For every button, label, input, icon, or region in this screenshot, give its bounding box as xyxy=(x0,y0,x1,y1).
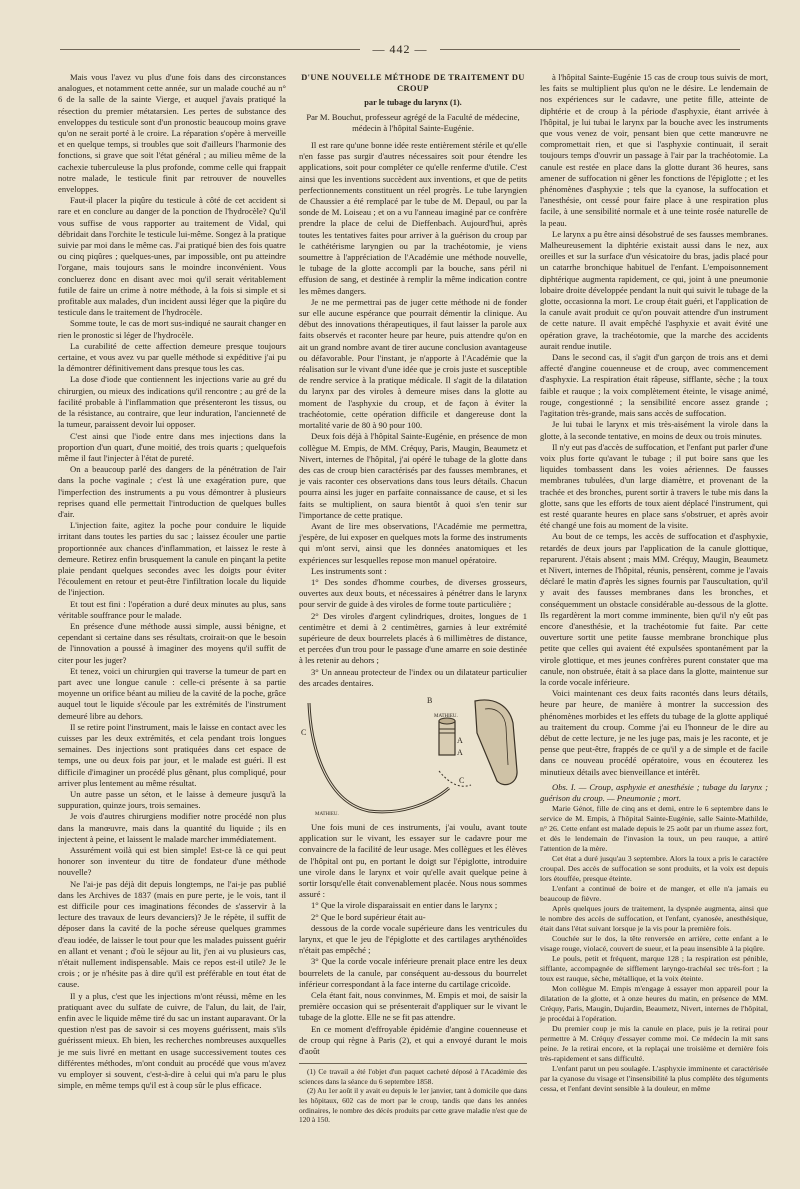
paragraph: Une fois muni de ces instruments, j'ai voulu, avant toute application sur le vivant, les essayer sur le cadavre pour me convaincre de la facilité de leur usage. Mes collègues et les élèves de l'hôpital ont pu, en portant le doigt sur l'épiglotte, introduire une virole dans le larynx et voir qu'elle avait quelque peine à sortir lorsqu'elle était convenablement placée. Nous nous sommes assuré : xyxy=(299,821,527,900)
paragraph: Il y a plus, c'est que les injections m'ont réussi, même en les pratiquant avec du sulfate de cuivre, de l'alun, du lait, de l'air, enfin avec le liquide même tiré du sac un instant auparavant. Or la question n'est pas de savoir si ces moyens guérissent, mais s'ils guérissent mieux. Eh bien, les recherches nombreuses auxquelles je me suis livré en mettant en usage successivement toutes ces différentes méthodes, m'ont conduit au procédé que vous m'avez vu employer si souvent, c'est-à-dire à celui qui m'a paru le plus simple, en même temps qu'il est à coup sûr le plus efficace. xyxy=(58,990,286,1091)
paragraph: Les instruments sont : xyxy=(311,565,387,576)
column-1 xyxy=(58,72,286,1091)
paragraph: à l'hôpital Sainte-Eugénie 15 cas de croup tous suivis de mort, les faits se multiplient plus qu'on ne le désire. Le lendemain de nos expériences sur le cadavre, une petite fille, atteinte de diphtérie et de croup à la période d'asphyxie, étant arrivée à l'hôpital, je lui tubai le larynx par la bouche avec les instruments que vous venez de voir, pensant bien que cette manœuvre ne compromettait rien, et que si l'asphyxie continuait, il serait toujours temps d'ouvrir un passage à l'air par la trachéotomie. La canule est restée en place dans la glotte durant 36 heures, sans amener de suffocation ni gêner les fonctions de l'épiglotte ; et les phénomènes d'asphyxie ; tels que la cyanose, la suffocation et l'anesthésie, ont cessé pour faire place à une respiration plus facile, à une sensibilité normale et à une teinte rosée naturelle de la peau. xyxy=(540,72,768,228)
figure-label: C xyxy=(301,727,307,737)
paragraph: Marie Génot, fille de cinq ans et demi, entre le 6 septembre dans le service de M. Empis, à l'hôpital Sainte-Eugénie, salle Sainte-Mathilde, n° 26. Cette enfant est malade depuis le 25 août par un rhume assez fort, et dès le lendemain de l'invasion la toux, un peu rauque, a attiré l'attention de la mère. xyxy=(540,804,768,854)
page-number: — 442 — xyxy=(372,42,428,56)
paragraph: Je lui tubai le larynx et mis très-aisément la virole dans la glotte, à la seconde tentative, en moins de deux ou trois minutes. xyxy=(540,419,768,441)
paragraph: Mon collègue M. Empis m'engage à essayer mon appareil pour la dilatation de la glotte, et à onze heures du matin, en présence de MM. Créquy, Paris, Maugin, Dujardin, Beaumetz, Nivert, internes de l'hôpital, je procédai à l'opération. xyxy=(540,984,768,1024)
figure-label: A xyxy=(457,735,463,745)
paragraph: Je vois d'autres chirurgiens modifier notre procédé non plus dans la manœuvre, mais dans la quantité du liquide ; ils en injectent à peine, et laissent le malade marcher immédiatement. xyxy=(58,811,286,844)
article-subtitle: par le tubage du larynx (1). xyxy=(364,98,462,108)
figure-label: B xyxy=(427,695,433,705)
paragraph: 2° Que le bord supérieur était au- xyxy=(311,911,426,922)
paragraph: C'est ainsi que l'iode entre dans mes injections dans la proportion d'un quart, d'une moitié, des trois quarts ; quelquefois même il faut l'injecter à l'état de pureté. xyxy=(58,430,286,463)
paragraph: Ne l'ai-je pas déjà dit depuis longtemps, ne l'ai-je pas publié dans les Archives de 1837 (mais en pure perte, je le vois, tant il est difficile pour ces imaginations fécondes de s'asservir à la lecture des travaux de leurs devanciers)? Je le répète, il suffit de déposer dans la cavité de la poche séreuse quelques grammes d'eau iodée, de laisser le tout pour que les malades puissent guérir en allant et venant ; d'où le séjour au lit, j'en ai vu plusieurs cas, n'était nullement indispensable. Mais ce repos est-il utile? Je le crois ; or je n'hésite pas à dire qu'il est préférable en tout état de cause. xyxy=(58,878,286,990)
paragraph: 1° Que la virole disparaissait en entier dans le larynx ; xyxy=(311,900,498,911)
paragraph: Cela étant fait, nous convinmes, M. Empis et moi, de saisir la première occasion qui se présenterait d'appliquer sur le vivant le tubage de la glotte. Elle ne se fit pas attendre. xyxy=(299,990,527,1023)
paragraph: Il est rare qu'une bonne idée reste entièrement stérile et qu'elle n'en fasse pas surgir d'autres nécessaires soit pour étendre les applications, soit pour compléter ce qu'elle renferme d'utile. C'est ainsi que les inventions succèdent aux inventions, et que de petits perfectionnements constituent un réel progrès. Le tube laryngien de Chaussier a été remplacé par le tube de M. Depaul, ou par la sonde de M. Loiseau ; et on a vu l'anneau imaginé par ce confrère prendre la place de celui de Dieffenbach. Aujourd'hui, après toutes les tentatives faites pour arriver à la guérison du croup par le cathétérisme laryngien ou par la trachéotomie, je viens soumettre à l'appréciation de l'Académie une méthode nouvelle, le tubage de la glotte accompli par la bouche, sans péril ni effusion de sang, et destinée à remplir la même indication contre les mêmes dangers. xyxy=(299,140,527,296)
col3-body xyxy=(540,72,768,778)
paragraph: Et tenez, voici un chirurgien qui traverse la tumeur de part en part avec une longue canule : celle-ci présente à sa partie moyenne un orifice béant au milieu de la cavité de la poche, grâce auquel tout le liquide s'écoule par les extrémités de l'instrument demeuré libre au dehors. xyxy=(58,665,286,721)
instruments-figure xyxy=(299,693,527,818)
article-byline: Par M. Bouchut, professeur agrégé de la Faculté de médecine, médecin à l'hôpital Sainte-Eugénie. xyxy=(306,111,520,133)
instruments-illustration xyxy=(299,693,527,818)
paragraph: 1° Des sondes d'homme courbes, de diverses grosseurs, ouvertes aux deux bouts, et nécessaires à pénétrer dans le larynx pour servir de guide à des viroles de forme toute particulière ; xyxy=(299,576,527,610)
column-2 xyxy=(299,72,527,1125)
curved-sonde xyxy=(309,703,449,812)
paragraph: En présence d'une méthode aussi simple, aussi bénigne, et cependant si certaine dans ses résultats, croirait-on que le besoin de l'innovation a poussé à imaginer des moyens qu'il suffit de citer pour les juger? xyxy=(58,620,286,665)
figure-signature: MATHIEU. xyxy=(434,713,458,719)
observation-title: Obs. I. — Croup, asphyxie et anesthésie ; tubage du larynx ; guérison du croup. — Pneumonie ; mort. xyxy=(540,781,768,803)
paragraph: Cet état a duré jusqu'au 3 septembre. Alors la toux a pris le caractère croupal. Des accès de suffocation se sont produits, et la voix est depuis lors étouffée, presque éteinte. xyxy=(540,854,768,884)
column-3 xyxy=(540,72,768,1094)
col2-body-before xyxy=(299,140,527,689)
paragraph: Il se retire point l'instrument, mais le laisse en contact avec les cuisses par les deux extrémités, et cela pendant trois longues semaines. Des injections sont pratiquées dans cet espace de temps, une ou deux fois par jour, et le malade est guéri. Il est difficile d'imaginer un procédé plus gênant, plus compliqué, pour arriver plus lentement au même résultat. xyxy=(58,721,286,788)
col2-body-float xyxy=(299,822,527,923)
paragraph: Je ne me permettrai pas de juger cette méthode ni de fonder sur elle aucune espérance que pourrait démentir la clinique. Au début des innovations thérapeutiques, il faut laisser la parole aux faits observés et raconter heure par heure, puis attendre qu'on en ait un grand nombre avant de tirer aucune conclusion avantageuse ou défavorable. Pour l'instant, je n'apporte à l'Académie que la réalisation sur le vivant d'une idée que je crois juste et susceptible de rendre service à la pratique médicale. Il s'agit de la dilatation du larynx par des viroles à demeure mises dans la glotte au moment de l'asphyxie du croup, et de façon à éviter la trachéotomie, cette opération difficile et dangereuse dont la mortalité varie de 80 à 90 pour 100. xyxy=(299,296,527,431)
paragraph: 2° Des viroles d'argent cylindriques, droites, longues de 1 centimètre et demi à 2 centimètres, garnies à leur extrémité supérieure de deux bourrelets placés à 6 millimètres de distance, et percées d'un trou pour le passage d'une amarre en soie destinée à les retenir au dehors ; xyxy=(299,610,527,666)
paragraph: L'enfant parut un peu soulagée. L'asphyxie imminente et caractérisée par la cyanose du visage et l'insensibilité la plus complète des téguments cessa, et l'enfant devint sensible à la douleur, en même xyxy=(540,1064,768,1094)
paragraph: Avant de lire mes observations, l'Académie me permettra, j'espère, de lui exposer en quelques mots la forme des instruments qui m'ont servi, ainsi que les données anatomiques et les expériences sur lesquelles repose mon manuel opératoire. xyxy=(299,520,527,565)
paragraph: Deux fois déjà à l'hôpital Sainte-Eugénie, en présence de mon collègue M. Empis, de MM. Créquy, Paris, Maugin, Beaumetz et Nivert, internes de l'hôpital, j'ai opéré le tubage de la glotte dans des cas de croup bien caractérisés par des fausses membranes, et je vais raconter ces observations dans tous leurs détails. Chacun pourra ainsi les juger en parfaite connaissance de cause, et si les faits se multiplient, on saura bientôt à quoi s'en tenir sur l'importance de cette pratique. xyxy=(299,431,527,520)
figure-label: A xyxy=(457,747,463,757)
paragraph: L'enfant a continué de boire et de manger, et elle n'a jamais eu beaucoup de fièvre. xyxy=(540,884,768,904)
observation-block xyxy=(540,782,768,1094)
paragraph: Assurément voilà qui est bien simple! Est-ce là ce qui peut honorer son inventeur du titre de fondateur d'une méthode nouvelle? xyxy=(58,845,286,878)
paragraph: Somme toute, le cas de mort sus-indiqué ne saurait changer en rien le pronostic si léger de l'hydrocèle. xyxy=(58,318,286,340)
dilatator-ring xyxy=(475,700,517,785)
paragraph: En ce moment d'effroyable épidémie d'angine couenneuse et de croup qui règne à Paris (2), et qui a envoyé durant le mois d'août xyxy=(299,1023,527,1057)
paragraph: 3° Que la corde vocale inférieure prenait place entre les deux bourrelets de la canule, par conséquent au-dessous du bourrelet inférieur correspondant à la face interne du cartilage cricoïde. xyxy=(299,956,527,989)
paragraph: Couchée sur le dos, la tête renversée en arrière, cette enfant a le visage rouge, violacé, couvert de sueur, et la peau insensible à la piqûre. xyxy=(540,934,768,954)
paragraph: Le pouls, petit et fréquent, marque 128 ; la respiration est pénible, sifflante, accompagnée de sifflement laryngo-trachéal sec très-fort ; la toux est rauque, sèche, métallique, et la voix éteinte. xyxy=(540,954,768,984)
paragraph: Après quelques jours de traitement, la dyspnée augmenta, ainsi que le nombre des accès de suffocation, et l'enfant, cyanosée, anesthésique, était dans l'état suivant lorsque je la vis pour la première fois. xyxy=(540,904,768,934)
paragraph: La curabilité de cette affection demeure presque toujours certaine, et vous avez vu par quelle méthode si expéditive j'ai pu la démontrer définitivement dans presque tous les cas. xyxy=(58,340,286,374)
col2-body-after xyxy=(299,923,527,1057)
figure-label: C xyxy=(459,775,465,785)
footnotes xyxy=(299,1063,527,1125)
paragraph: Dans le second cas, il s'agit d'un garçon de trois ans et demi affecté d'angine couenneuse et de croup, avec commencement d'asphyxie. La respiration était râpeuse, sifflante, sèche ; la toux faible et rauque ; la voix complètement éteinte, le visage animé, rouge, congestionné ; la sensibilité encore assez grande ; l'agitation très-grande, mais sans accès de suffocation. xyxy=(540,352,768,419)
paragraph: Le larynx a pu être ainsi désobstrué de ses fausses membranes. Malheureusement la diphtérie existait aussi dans le nez, aux oreilles et sur la surface d'un vésicatoire du bras, jadis placé pour un catarrhe bronchique habituel de l'enfant. L'empoisonnement diphtérique augmenta rapidement, ce qui, joint à une pneumonie lobaire droite développée pendant la nuit qui suivit le tubage de la glotte, occasionna la mort. Le croup était guéri, et l'application de la canule avait produit ce qu'on pouvait attendre d'un instrument de cette nature. Il avait empêché l'asphyxie et avait évité une opération grave, la trachéotomie, que la marche des accidents aurait rendue inutile. xyxy=(540,228,768,351)
paragraph: dessous de la corde vocale supérieure dans les ventricules du larynx, et que le jeu de l'épiglotte et des cartilages arythénoïdes n'était pas empêché ; xyxy=(299,922,527,956)
figure-signature: MATHIEU. xyxy=(315,811,339,817)
paragraph: On a beaucoup parlé des dangers de la pénétration de l'air dans la poche vaginale ; c'est là une exagération pure, que l'imperfection des instruments a pu vous démontrer à plusieurs reprises quand elle permettait l'introduction de quelques bulles d'air. xyxy=(58,464,286,519)
paragraph: Un autre passe un séton, et le laisse à demeure jusqu'à la suppuration, quinze jours, trois semaines. xyxy=(58,789,286,811)
paragraph: Du premier coup je mis la canule en place, puis je la retirai pour permettre à M. Créquy d'essayer comme moi. Ce médecin la mit sans peine. Je la retirai encore, et la replaçai une troisième et dernière fois très-rapidement et sans difficulté. xyxy=(540,1024,768,1064)
paragraph: L'injection faite, agitez la poche pour conduire le liquide irritant dans toutes les parties du sac ; laissez écouler une partie proportionnée aux chances d'inflammation, et laissez le reste à demeure. Retirez enfin brusquement la canule en pinçant la petite plaie pendant quelques secondes avec les doigts pour éviter l'écoulement en retour et peut-être l'infiltration locale du liquide de l'injection. xyxy=(58,520,286,598)
paragraph: Mais vous l'avez vu plus d'une fois dans des circonstances analogues, et notamment cette année, sur un malade couché au n° 6 de la salle de la sainte Vierge, et auquel j'avais pratiqué la résection du premier métatarsien. Les pertes de substance des enveloppes du testicule sont d'un pronostic beaucoup moins grave qu'on ne serait porté à le croire. La réparation s'opère à merveille et en quelque temps, si troubles que soit d'ailleurs l'harmonie des fonctions, si grave que soit l'état général ; au milieu même de la cachexie tuberculeuse la plus profonde, comme celle qui frappait notre malade, le testicule finit par retrouver de nouvelles enveloppes. xyxy=(58,72,286,195)
paragraph: Voici maintenant ces deux faits racontés dans leurs détails, heure par heure, de manière à montrer la succession des phénomènes morbides et les effets du tubage de la glotte appliqué au traitement du croup. Comme j'ai eu l'honneur de le dire au début de cette lecture, je ne les juge pas, mais je les raconte, et je pense que peut-être, frappés de ce qu'il y a de simple et de facile dans ce nouveau procédé opératoire, vous en écouterez les minutieux détails avec bienveillance et intérêt. xyxy=(540,688,768,777)
virole xyxy=(439,721,455,755)
page-header xyxy=(60,42,740,56)
header-rule-right xyxy=(440,49,740,50)
article-title: D'UNE NOUVELLE MÉTHODE DE TRAITEMENT DU CROUP xyxy=(301,73,525,94)
header-rule-left xyxy=(60,49,360,50)
paragraph: Au bout de ce temps, les accès de suffocation et d'asphyxie, retardés de deux jours par l'application de la canule glottique, reparurent. J'étais absent ; mais MM. Créquy, Maugin, Beaumetz et Nivert, internes de l'hôpital, réunis, pensèrent, comme je l'avais déclaré le matin d'après les signes fournis par l'auscultation, qu'il y avait des fausses membranes dans les bronches, et conséquemment un obstacle considérable au-dessous de la glotte. Ils regardèrent la mort comme imminente, bien qu'il n'y eût pas encore d'anesthésie, et la trachéotomie fut faite. Par cette ouverture sortit une petite fausse membrane bronchique plus petite que celles qui avaient été expulsées spontanément par la virole glottique, et mes jeunes confrères purent constater que ma canule, non obstruée, était à sa place dans la glotte, maintenue sur la corde vocale inférieure. xyxy=(540,531,768,687)
paragraph: Et tout est fini : l'opération a duré deux minutes au plus, sans véritable souffrance pour le malade. xyxy=(58,598,286,620)
paragraph: La dose d'iode que contiennent les injections varie au gré du chirurgien, ou mieux des indications qu'il rencontre ; au gré de la facilité probable à l'inflammation que présenteront les tissus, ou de la résistance, au contraire, que leur induration, l'ancienneté de la tumeur, paraissent devoir lui opposer. xyxy=(58,374,286,430)
observation-body xyxy=(540,804,768,1094)
paragraph: Faut-il placer la piqûre du testicule à côté de cet accident si rare et en conclure au danger de la ponction de l'hydrocèle? Qu'il vous suffise de vous rapporter au traitement de Vidal, qui débridait dans l'orchite le testicule lui-même. Songez à la pratique suivie par moi dans le même cas. J'ai pratiqué bien des fois quatre ou cinq piqûres ; quelques-unes, par impossible, ont pu atteindre l'organe, mais toujours sans le moindre inconvénient. Vous concluerez donc en disant avec moi qu'il serait véritablement futile de faire un crime à notre méthode, à la fois si simple et si profitable aux malades, d'un incident aussi léger que la piqûre du testicule dans le traitement de l'hydrocèle. xyxy=(58,195,286,318)
paragraph: Il n'y eut pas d'accès de suffocation, et l'enfant put parler d'une voix plus forte qu'avant le tubage ; il put boire sans que les liquides tombassent dans les voies aériennes. De fausses membranes tubulées, d'un large diamètre, et provenant de la trachée et des bronches, purent sortir à travers le tube mis dans la glotte, sans que les efforts de toux aient déplacé l'instrument, qui est resté quarante heures en place sans s'obstruer, et après avoir été changé une fois au moment de la visite. xyxy=(540,441,768,531)
paragraph: (1) Ce travail a été l'objet d'un paquet cacheté déposé à l'Académie des sciences dans la séance du 6 septembre 1858. xyxy=(299,1067,527,1086)
paragraph: (2) Au 1er août il y avait eu depuis le 1er janvier, tant à domicile que dans les hôpitaux, 602 cas de mort par le croup, tandis que dans les années ordinaires, le nombre des décès produits par cette grave maladie n'est que de 120 à 150. xyxy=(299,1086,527,1125)
paragraph: 3° Un anneau protecteur de l'index ou un dilatateur particulier des arcades dentaires. xyxy=(299,666,527,688)
